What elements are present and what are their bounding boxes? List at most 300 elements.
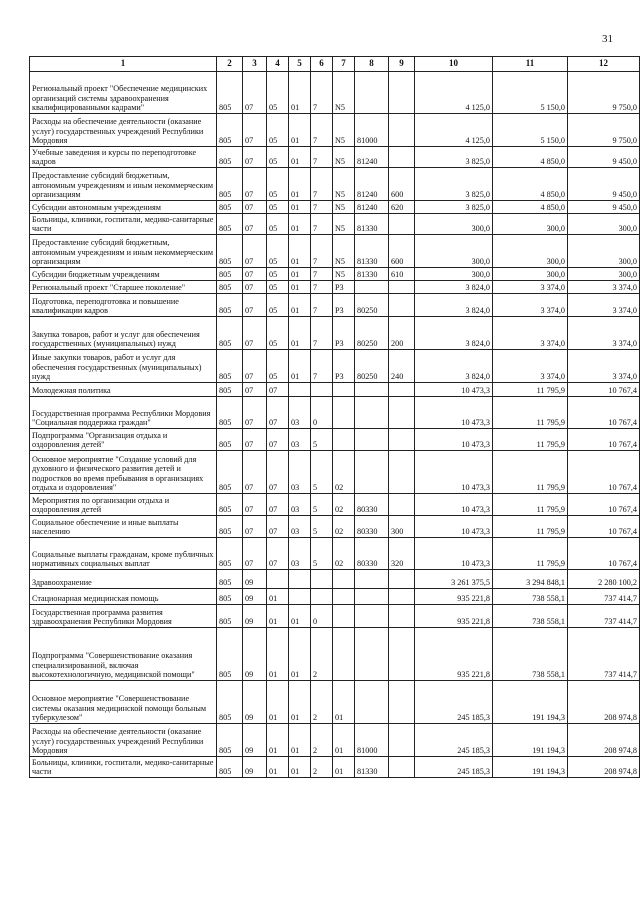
row-name: Субсидии автономным учреждениям — [30, 201, 217, 214]
code-subprogram: 7 — [311, 201, 333, 214]
amount-col-12: 3 374,0 — [568, 294, 640, 317]
column-header-3: 3 — [243, 57, 267, 72]
amount-col-12: 300,0 — [568, 214, 640, 235]
row-name: Социальное обеспечение и иные выплаты населению — [30, 516, 217, 538]
code-activity: N5 — [333, 147, 355, 168]
code-ministry: 805 — [217, 451, 243, 494]
amount-col-12: 10 767,4 — [568, 538, 640, 570]
code-ministry: 805 — [217, 168, 243, 201]
amount-col-10: 3 824,0 — [415, 317, 493, 350]
amount-col-11: 738 558,1 — [493, 589, 568, 605]
row-name: Подготовка, переподготовка и повышение квалификации кадров — [30, 294, 217, 317]
amount-col-11: 5 150,0 — [493, 72, 568, 114]
amount-col-12: 9 450,0 — [568, 168, 640, 201]
code-subsection: 05 — [267, 168, 289, 201]
code-subsection: 05 — [267, 235, 289, 268]
amount-col-11: 4 850,0 — [493, 201, 568, 214]
code-program: 03 — [289, 538, 311, 570]
code-direction — [355, 383, 389, 397]
amount-col-10: 3 825,0 — [415, 201, 493, 214]
code-section: 09 — [243, 589, 267, 605]
code-ministry: 805 — [217, 724, 243, 757]
code-direction — [355, 397, 389, 429]
code-expense-type: 620 — [389, 201, 415, 214]
code-section: 07 — [243, 383, 267, 397]
code-program: 01 — [289, 147, 311, 168]
code-subprogram: 7 — [311, 281, 333, 294]
code-expense-type — [389, 147, 415, 168]
code-activity: N5 — [333, 214, 355, 235]
code-program: 01 — [289, 214, 311, 235]
table-row — [30, 281, 640, 294]
column-header-10: 10 — [415, 57, 493, 72]
code-expense-type: 320 — [389, 538, 415, 570]
code-subsection: 05 — [267, 281, 289, 294]
code-expense-type — [389, 681, 415, 724]
amount-col-12: 300,0 — [568, 268, 640, 281]
code-subprogram: 7 — [311, 294, 333, 317]
amount-col-12: 208 974,8 — [568, 724, 640, 757]
code-ministry: 805 — [217, 516, 243, 538]
code-program: 01 — [289, 628, 311, 681]
code-direction — [355, 628, 389, 681]
code-direction: 80250 — [355, 317, 389, 350]
code-subprogram: 7 — [311, 114, 333, 147]
code-ministry: 805 — [217, 235, 243, 268]
code-direction — [355, 72, 389, 114]
column-header-7: 7 — [333, 57, 355, 72]
code-program: 01 — [289, 317, 311, 350]
table-body — [30, 72, 640, 778]
budget-table — [29, 56, 640, 778]
row-name: Здравоохранение — [30, 570, 217, 589]
amount-col-11: 11 795,9 — [493, 429, 568, 451]
code-subprogram — [311, 589, 333, 605]
code-activity — [333, 570, 355, 589]
amount-col-10: 245 185,3 — [415, 757, 493, 778]
code-subprogram: 2 — [311, 757, 333, 778]
code-section: 07 — [243, 168, 267, 201]
table-row — [30, 429, 640, 451]
code-program: 01 — [289, 281, 311, 294]
code-section: 07 — [243, 281, 267, 294]
amount-col-10: 935 221,8 — [415, 589, 493, 605]
code-ministry: 805 — [217, 72, 243, 114]
code-activity: N5 — [333, 235, 355, 268]
code-subsection: 01 — [267, 724, 289, 757]
amount-col-10: 3 824,0 — [415, 350, 493, 383]
amount-col-10: 4 125,0 — [415, 114, 493, 147]
amount-col-11: 3 374,0 — [493, 294, 568, 317]
amount-col-12: 9 450,0 — [568, 147, 640, 168]
row-name: Государственная программа Республики Мордовия "Социальная поддержка граждан" — [30, 397, 217, 429]
amount-col-10: 3 825,0 — [415, 147, 493, 168]
code-activity: N5 — [333, 72, 355, 114]
code-expense-type — [389, 628, 415, 681]
row-name: Учебные заведения и курсы по переподготовке кадров — [30, 147, 217, 168]
code-expense-type: 240 — [389, 350, 415, 383]
amount-col-11: 300,0 — [493, 214, 568, 235]
amount-col-12: 2 280 100,2 — [568, 570, 640, 589]
code-subsection: 05 — [267, 294, 289, 317]
code-subprogram — [311, 570, 333, 589]
code-subprogram: 7 — [311, 268, 333, 281]
code-activity: 02 — [333, 516, 355, 538]
table-row — [30, 681, 640, 724]
code-section: 07 — [243, 516, 267, 538]
code-program: 03 — [289, 397, 311, 429]
table-row — [30, 168, 640, 201]
code-activity: N5 — [333, 201, 355, 214]
code-ministry: 805 — [217, 589, 243, 605]
code-expense-type — [389, 724, 415, 757]
amount-col-10: 3 825,0 — [415, 168, 493, 201]
amount-col-11: 3 374,0 — [493, 317, 568, 350]
code-section: 07 — [243, 538, 267, 570]
row-name: Региональный проект "Обеспечение медицинских организаций системы здравоохранения квалифицированными кадрами" — [30, 72, 217, 114]
code-program — [289, 570, 311, 589]
code-program: 01 — [289, 294, 311, 317]
table-row — [30, 350, 640, 383]
code-section: 07 — [243, 397, 267, 429]
code-program: 01 — [289, 724, 311, 757]
code-direction: 81000 — [355, 724, 389, 757]
code-program: 01 — [289, 235, 311, 268]
amount-col-11: 191 194,3 — [493, 757, 568, 778]
code-expense-type: 600 — [389, 168, 415, 201]
code-expense-type — [389, 570, 415, 589]
code-ministry: 805 — [217, 294, 243, 317]
code-direction — [355, 281, 389, 294]
code-section: 07 — [243, 451, 267, 494]
table-row — [30, 589, 640, 605]
amount-col-12: 300,0 — [568, 235, 640, 268]
code-subsection: 07 — [267, 429, 289, 451]
code-expense-type: 200 — [389, 317, 415, 350]
amount-col-11: 191 194,3 — [493, 681, 568, 724]
amount-col-12: 208 974,8 — [568, 681, 640, 724]
amount-col-10: 4 125,0 — [415, 72, 493, 114]
code-subprogram: 5 — [311, 429, 333, 451]
amount-col-12: 737 414,7 — [568, 589, 640, 605]
code-activity — [333, 429, 355, 451]
code-expense-type — [389, 451, 415, 494]
table-row — [30, 757, 640, 778]
code-activity: N5 — [333, 114, 355, 147]
amount-col-11: 11 795,9 — [493, 494, 568, 516]
code-ministry: 805 — [217, 201, 243, 214]
code-section: 09 — [243, 628, 267, 681]
code-direction: 81330 — [355, 757, 389, 778]
code-ministry: 805 — [217, 538, 243, 570]
amount-col-11: 191 194,3 — [493, 724, 568, 757]
code-direction — [355, 451, 389, 494]
row-name: Социальные выплаты гражданам, кроме публичных нормативных социальных выплат — [30, 538, 217, 570]
code-expense-type — [389, 114, 415, 147]
code-direction — [355, 570, 389, 589]
table-row — [30, 516, 640, 538]
amount-col-11: 11 795,9 — [493, 451, 568, 494]
code-subprogram: 7 — [311, 235, 333, 268]
code-activity: 01 — [333, 681, 355, 724]
code-expense-type: 300 — [389, 516, 415, 538]
code-ministry: 805 — [217, 429, 243, 451]
code-subsection: 07 — [267, 397, 289, 429]
amount-col-10: 10 473,3 — [415, 538, 493, 570]
amount-col-11: 11 795,9 — [493, 383, 568, 397]
code-activity: N5 — [333, 268, 355, 281]
code-subprogram: 5 — [311, 451, 333, 494]
table-row — [30, 397, 640, 429]
amount-col-10: 300,0 — [415, 268, 493, 281]
row-name: Основное мероприятие "Совершенствование системы оказания медицинской помощи больным туберкулезом" — [30, 681, 217, 724]
amount-col-12: 10 767,4 — [568, 451, 640, 494]
code-direction: 81330 — [355, 235, 389, 268]
row-name: Предоставление субсидий бюджетным, автономным учреждениям и иным некоммерческим организациям — [30, 168, 217, 201]
code-expense-type — [389, 589, 415, 605]
code-program: 01 — [289, 605, 311, 628]
code-subsection: 05 — [267, 201, 289, 214]
amount-col-11: 3 374,0 — [493, 350, 568, 383]
code-ministry: 805 — [217, 214, 243, 235]
code-subsection: 07 — [267, 494, 289, 516]
code-section: 07 — [243, 350, 267, 383]
code-activity: P3 — [333, 294, 355, 317]
amount-col-10: 10 473,3 — [415, 451, 493, 494]
code-subsection: 05 — [267, 114, 289, 147]
code-subprogram: 2 — [311, 724, 333, 757]
code-subprogram: 7 — [311, 350, 333, 383]
amount-col-11: 738 558,1 — [493, 628, 568, 681]
table-row — [30, 235, 640, 268]
code-direction — [355, 605, 389, 628]
table-row — [30, 72, 640, 114]
column-header-11: 11 — [493, 57, 568, 72]
column-header-1: 1 — [30, 57, 217, 72]
amount-col-11: 300,0 — [493, 235, 568, 268]
amount-col-11: 4 850,0 — [493, 147, 568, 168]
code-direction: 80330 — [355, 494, 389, 516]
page-number: 31 — [602, 33, 613, 45]
amount-col-10: 3 261 375,5 — [415, 570, 493, 589]
row-name: Стационарная медицинская помощь — [30, 589, 217, 605]
code-direction: 80250 — [355, 294, 389, 317]
code-program — [289, 383, 311, 397]
code-section: 09 — [243, 570, 267, 589]
column-header-4: 4 — [267, 57, 289, 72]
code-activity: P3 — [333, 317, 355, 350]
code-ministry: 805 — [217, 681, 243, 724]
table-row — [30, 724, 640, 757]
code-section: 09 — [243, 724, 267, 757]
amount-col-12: 737 414,7 — [568, 628, 640, 681]
amount-col-10: 300,0 — [415, 235, 493, 268]
amount-col-12: 208 974,8 — [568, 757, 640, 778]
amount-col-12: 3 374,0 — [568, 317, 640, 350]
code-ministry: 805 — [217, 757, 243, 778]
code-subprogram: 7 — [311, 317, 333, 350]
code-activity: N5 — [333, 168, 355, 201]
table-row — [30, 605, 640, 628]
code-activity: 01 — [333, 757, 355, 778]
code-direction: 81240 — [355, 201, 389, 214]
code-activity: 02 — [333, 494, 355, 516]
code-direction: 81330 — [355, 214, 389, 235]
row-name: Субсидии бюджетным учреждениям — [30, 268, 217, 281]
code-direction: 80330 — [355, 516, 389, 538]
code-subsection: 05 — [267, 317, 289, 350]
column-header-2: 2 — [217, 57, 243, 72]
code-section: 07 — [243, 72, 267, 114]
amount-col-10: 3 824,0 — [415, 281, 493, 294]
amount-col-10: 10 473,3 — [415, 516, 493, 538]
amount-col-11: 738 558,1 — [493, 605, 568, 628]
code-activity — [333, 397, 355, 429]
amount-col-12: 10 767,4 — [568, 429, 640, 451]
code-section: 07 — [243, 317, 267, 350]
table-row — [30, 451, 640, 494]
code-activity: P3 — [333, 281, 355, 294]
code-subprogram: 5 — [311, 516, 333, 538]
row-name: Региональный проект "Старшее поколение" — [30, 281, 217, 294]
code-subsection: 07 — [267, 383, 289, 397]
code-expense-type — [389, 605, 415, 628]
code-subprogram: 7 — [311, 72, 333, 114]
code-program: 01 — [289, 168, 311, 201]
amount-col-12: 9 450,0 — [568, 201, 640, 214]
amount-col-11: 4 850,0 — [493, 168, 568, 201]
code-ministry: 805 — [217, 114, 243, 147]
code-activity — [333, 628, 355, 681]
code-program: 03 — [289, 451, 311, 494]
code-activity — [333, 605, 355, 628]
code-subsection: 05 — [267, 147, 289, 168]
code-direction: 80330 — [355, 538, 389, 570]
code-ministry: 805 — [217, 147, 243, 168]
code-subsection: 07 — [267, 516, 289, 538]
code-activity — [333, 589, 355, 605]
code-program — [289, 589, 311, 605]
code-program: 01 — [289, 350, 311, 383]
code-expense-type — [389, 281, 415, 294]
row-name: Больницы, клиники, госпитали, медико-санитарные части — [30, 214, 217, 235]
row-name: Больницы, клиники, госпитали, медико-санитарные части — [30, 757, 217, 778]
code-activity: 01 — [333, 724, 355, 757]
amount-col-11: 3 374,0 — [493, 281, 568, 294]
table-row — [30, 147, 640, 168]
code-section: 07 — [243, 235, 267, 268]
code-expense-type — [389, 757, 415, 778]
row-name: Расходы на обеспечение деятельности (оказание услуг) государственных учреждений Республики Мордовия — [30, 114, 217, 147]
code-expense-type: 610 — [389, 268, 415, 281]
code-expense-type — [389, 214, 415, 235]
code-program: 01 — [289, 681, 311, 724]
code-direction — [355, 681, 389, 724]
code-subsection: 07 — [267, 538, 289, 570]
column-header-5: 5 — [289, 57, 311, 72]
row-name: Основное мероприятие "Создание условий для духовного и физического развития детей и подростков во время пребывания в организациях отдыха и оздоровления" — [30, 451, 217, 494]
code-subprogram — [311, 383, 333, 397]
code-subprogram: 5 — [311, 538, 333, 570]
amount-col-11: 11 795,9 — [493, 538, 568, 570]
table-row — [30, 494, 640, 516]
code-subprogram: 7 — [311, 168, 333, 201]
code-section: 07 — [243, 494, 267, 516]
code-expense-type — [389, 429, 415, 451]
row-name: Предоставление субсидий бюджетным, автономным учреждениям и иным некоммерческим организациям — [30, 235, 217, 268]
column-header-12: 12 — [568, 57, 640, 72]
code-subsection: 07 — [267, 451, 289, 494]
table-row — [30, 570, 640, 589]
code-activity: 02 — [333, 538, 355, 570]
code-program: 01 — [289, 72, 311, 114]
code-section: 07 — [243, 114, 267, 147]
table-row — [30, 538, 640, 570]
amount-col-12: 10 767,4 — [568, 383, 640, 397]
amount-col-12: 3 374,0 — [568, 350, 640, 383]
table-row — [30, 317, 640, 350]
code-activity — [333, 383, 355, 397]
amount-col-11: 11 795,9 — [493, 397, 568, 429]
table-row — [30, 114, 640, 147]
code-direction: 81330 — [355, 268, 389, 281]
code-ministry: 805 — [217, 350, 243, 383]
code-ministry: 805 — [217, 570, 243, 589]
code-section: 07 — [243, 214, 267, 235]
code-section: 07 — [243, 268, 267, 281]
code-expense-type — [389, 72, 415, 114]
code-section: 07 — [243, 429, 267, 451]
amount-col-12: 3 374,0 — [568, 281, 640, 294]
code-section: 09 — [243, 605, 267, 628]
code-direction — [355, 429, 389, 451]
code-subsection: 01 — [267, 681, 289, 724]
code-section: 07 — [243, 201, 267, 214]
code-program: 01 — [289, 114, 311, 147]
amount-col-10: 935 221,8 — [415, 605, 493, 628]
table-row — [30, 294, 640, 317]
code-subsection: 01 — [267, 605, 289, 628]
code-subprogram: 7 — [311, 147, 333, 168]
code-subsection: 05 — [267, 268, 289, 281]
code-subsection: 01 — [267, 589, 289, 605]
code-expense-type — [389, 397, 415, 429]
code-subprogram: 0 — [311, 397, 333, 429]
table-row — [30, 268, 640, 281]
code-expense-type: 600 — [389, 235, 415, 268]
code-section: 07 — [243, 294, 267, 317]
code-ministry: 805 — [217, 268, 243, 281]
column-header-8: 8 — [355, 57, 389, 72]
code-activity: P3 — [333, 350, 355, 383]
table-row — [30, 201, 640, 214]
code-program: 01 — [289, 268, 311, 281]
code-program: 01 — [289, 757, 311, 778]
code-direction: 81000 — [355, 114, 389, 147]
amount-col-12: 9 750,0 — [568, 72, 640, 114]
amount-col-11: 3 294 848,1 — [493, 570, 568, 589]
table-row — [30, 383, 640, 397]
row-name: Молодежная политика — [30, 383, 217, 397]
row-name: Мероприятия по организации отдыха и оздоровления детей — [30, 494, 217, 516]
code-ministry: 805 — [217, 281, 243, 294]
code-ministry: 805 — [217, 628, 243, 681]
code-section: 07 — [243, 147, 267, 168]
amount-col-10: 10 473,3 — [415, 429, 493, 451]
amount-col-12: 10 767,4 — [568, 516, 640, 538]
code-program: 03 — [289, 516, 311, 538]
amount-col-10: 245 185,3 — [415, 724, 493, 757]
